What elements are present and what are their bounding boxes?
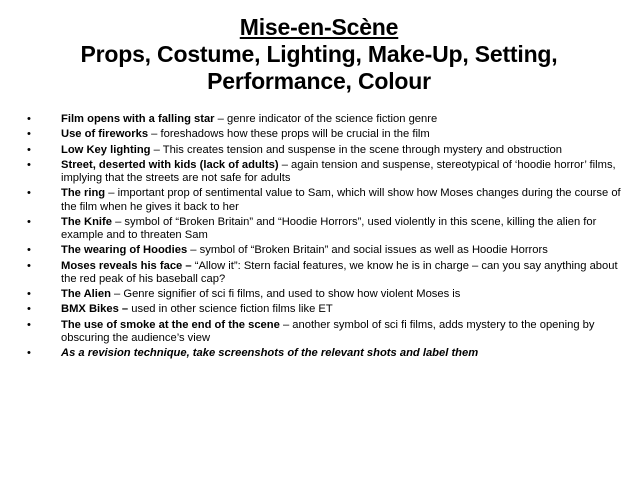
bullet-item: [27, 144, 627, 157]
title-line-2: Props, Costume, Lighting, Make-Up, Setting,: [80, 41, 558, 67]
bullet-text: – another symbol of sci fi films, adds mystery to the opening by obscuring the audience’s view: [61, 318, 595, 344]
bullet-item: [27, 128, 627, 141]
bullet-text: “Allow it”: Stern facial features, we know he is in charge – can you say anything about the red peak of his baseball cap?: [61, 259, 618, 285]
bullet-text: – foreshadows how these props will be crucial in the film: [148, 128, 430, 141]
bullet-icon: •: [27, 303, 31, 316]
bullet-heading: Low Key lighting: [61, 143, 151, 156]
bullet-heading: The wearing of Hoodies: [61, 244, 188, 257]
bullet-item: [27, 113, 627, 126]
bullet-heading: Use of fireworks: [61, 128, 149, 141]
bullet-item: [27, 187, 627, 213]
bullet-heading: Film opens with a falling star: [61, 113, 215, 125]
bullet-icon: •: [27, 347, 31, 360]
bullet-item: [27, 319, 627, 345]
title-line-1: Mise-en-Scène: [239, 14, 399, 40]
bullet-text: used in other science fiction films like ET: [128, 303, 333, 316]
bullet-heading: The Alien: [61, 288, 111, 301]
bullet-text: – This creates tension and suspense in the scene through mystery and obstruction: [150, 143, 562, 156]
bullet-icon: •: [27, 187, 31, 200]
bullet-heading: Moses reveals his face –: [61, 259, 192, 272]
bullet-item: [27, 288, 627, 301]
bullet-text: – symbol of “Broken Britain” and “Hoodie Horrors”, used violently in this scene, killing the alien for example and to threaten Sam: [61, 215, 597, 242]
bullet-item: [27, 303, 627, 316]
bullet-heading: The ring: [61, 187, 106, 200]
bullet-item: [27, 244, 627, 257]
bullet-icon: •: [27, 288, 31, 301]
bullet-item: [27, 159, 627, 185]
bullet-icon: •: [27, 128, 31, 141]
bullet-heading: The Knife: [61, 215, 112, 228]
bullet-text: – genre indicator of the science fiction genre: [214, 113, 438, 125]
bullet-text: – Genre signifier of sci fi films, and used to show how violent Moses is: [110, 288, 461, 301]
bullet-icon: •: [27, 318, 31, 331]
bullet-item: [27, 216, 627, 242]
bullet-icon: •: [27, 259, 31, 272]
bullet-heading: Street, deserted with kids (lack of adults): [61, 158, 279, 171]
bullet-text: – important prop of sentimental value to Sam, which will show how Moses changes during the course of the film when he gives it back to her: [61, 187, 621, 213]
title-line-3: Performance, Colour: [207, 68, 431, 94]
bullet-icon: •: [27, 244, 31, 257]
bullet-item-revision-tip: [27, 347, 627, 360]
revision-tip-text: As a revision technique, take screenshots of the relevant shots and label them: [61, 347, 479, 360]
bullet-list: [27, 113, 627, 363]
bullet-heading: The use of smoke at the end of the scene: [61, 318, 280, 331]
slide-title: [0, 14, 638, 95]
bullet-icon: •: [27, 215, 31, 228]
bullet-icon: •: [27, 158, 31, 171]
bullet-text: – again tension and suspense, stereotypical of ‘hoodie horror’ films, implying that the streets are not safe for adults: [61, 158, 616, 185]
bullet-item: [27, 260, 627, 286]
bullet-icon: •: [27, 143, 31, 156]
bullet-icon: •: [27, 113, 31, 125]
bullet-heading: BMX Bikes –: [61, 303, 129, 316]
bullet-text: – symbol of “Broken Britain” and social issues as well as Hoodie Horrors: [187, 244, 548, 257]
